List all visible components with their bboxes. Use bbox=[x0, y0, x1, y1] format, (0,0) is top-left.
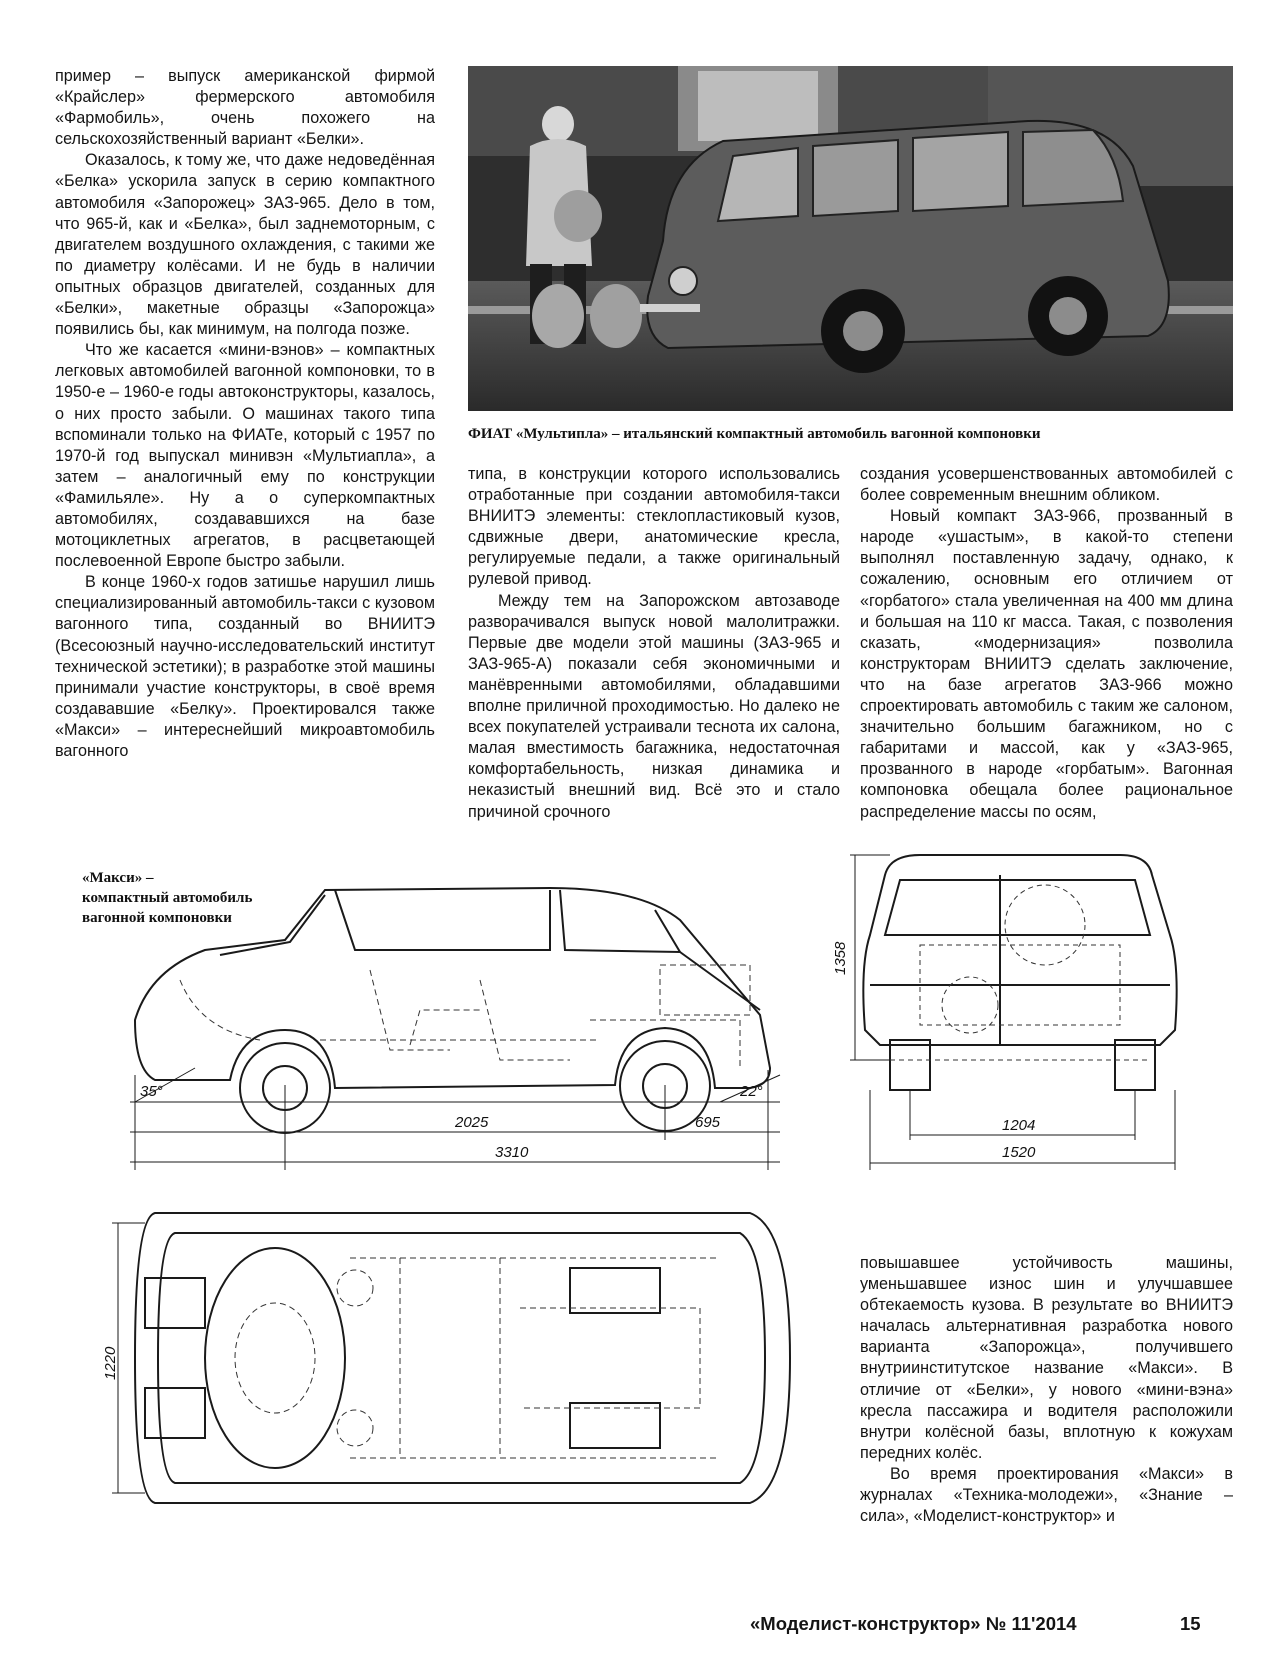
caption-line: вагонной компоновки bbox=[82, 910, 232, 926]
rear-view-drawing bbox=[830, 845, 1230, 1200]
dim-departure-angle: 22° bbox=[740, 1083, 763, 1100]
dim-wheelbase: 2025 bbox=[455, 1114, 489, 1131]
dim-width: 1520 bbox=[1002, 1144, 1036, 1161]
paragraph: Что же касается «мини-вэнов» – компактных легковых автомобилей вагонной компоновки, то в 1950-е – 1960-е годы автоконструкторы, казалось, о них просто забыли. О машинах такого типа вспоминали только на ФИАТе, который с 1957 по 1970-й год выпускал минивэн «Мультиапла», а затем – аналогичный ему по конструкции «Фамильяле». Ну а о суперкомпактных автомобилях, создававшихся на базе мотоциклетных агрегатов, в расцветающей послевоенной Европе быстро забыли. bbox=[55, 341, 435, 571]
dim-width-top: 1220 bbox=[102, 1346, 119, 1380]
paragraph: создания усовершенствованных автомобилей с более современным внешним обликом. bbox=[860, 465, 1233, 505]
dim-height: 1358 bbox=[832, 941, 849, 975]
photo-caption: ФИАТ «Мультипла» – итальянский компактный автомобиль вагонной компоновки bbox=[468, 426, 1041, 442]
paragraph: пример – выпуск американской фирмой «Крайслер» фермерского автомобиля «Фармобиль», очень похожего на сельскохозяйственный вариант «Белки». bbox=[55, 67, 435, 149]
side-view-drawing bbox=[120, 870, 820, 1195]
paragraph: Новый компакт ЗАЗ-966, прозванный в народе «ушастым», в какой-то степени выполнял поставленную задачу, однако, к сожалению, основным его отличием от «горбатого» стала увеличенная на 400 мм длина и большая на 110 кг масса. Такая, с позволения сказать, «модернизация» позволила конструкторам ВНИИТЭ сделать заключение, что на базе агрегатов ЗАЗ-966 можно спроектировать автомобиль с таким же салоном, значительно большим багажником, но с габаритами и массой, как у «ЗАЗ-965, прозванного в народе «горбатым». Вагонная компоновка обещала более рациональное распределение массы по осям, bbox=[860, 507, 1233, 821]
top-view-drawing bbox=[100, 1198, 820, 1518]
caption-line: компактный автомобиль bbox=[82, 890, 253, 906]
fiat-multipla-photo bbox=[468, 66, 1233, 411]
text-column-3 bbox=[860, 464, 1233, 823]
dim-track: 1204 bbox=[1002, 1117, 1036, 1134]
dim-approach-angle: 35° bbox=[140, 1083, 163, 1100]
footer-journal-title: «Моделист-конструктор» № 11'2014 bbox=[750, 1613, 1077, 1634]
dim-rear-overhang: 695 bbox=[695, 1114, 721, 1131]
text-column-4 bbox=[860, 1253, 1233, 1527]
text-column-1 bbox=[55, 66, 435, 762]
page-number: 15 bbox=[1180, 1613, 1201, 1634]
paragraph: повышавшее устойчивость машины, уменьшавшее износ шин и улучшавшее обтекаемость кузова. В результате во ВНИИТЭ началась альтернативная разработка нового варианта «Запорожца», получившего внутриинститутское название «Макси». В отличие от «Белки», у нового «мини-вэна» кресла пассажира и водителя расположили внутри колёсной базы, вплотную к кожухам передних колёс. bbox=[860, 1254, 1233, 1462]
paragraph: Между тем на Запорожском автозаводе разворачивался выпуск новой малолитражки. Первые две модели этой машины (ЗАЗ-965 и ЗАЗ-965-А) показали себя экономичными и манёвренными автомобилями, обладавшими вполне приличной проходимостью. Но далеко не всех покупателей устраивали теснота их салона, малая вместимость багажника, недостаточная комфортабельность, низкая динамика и неказистый внешний вид. Всё это и стало причиной срочного bbox=[468, 591, 840, 821]
caption-line: «Макси» – bbox=[82, 870, 154, 886]
paragraph: Во время проектирования «Макси» в журналах «Техника-молодежи», «Знание – сила», «Моделист-конструктор» и bbox=[860, 1464, 1233, 1526]
paragraph: типа, в конструкции которого использовались отработанные при создании автомобиля-такси ВНИИТЭ элементы: стеклопластиковый кузов, сдвижные двери, анатомические кресла, регулируемые педали, а также оригинальный рулевой привод. bbox=[468, 465, 840, 589]
dim-length: 3310 bbox=[495, 1144, 529, 1161]
paragraph: Оказалось, к тому же, что даже недоведённая «Белка» ускорила запуск в серию компактного автомобиля «Запорожец» ЗАЗ-965. Дело в том, что 965-й, как и «Белка», был заднемоторным, с двигателем воздушного охлаждения, с такими же по диаметру колёсами. И не будь в наличии опытных образцов двигателей, созданных для «Белки», макетные образцы «Запорожца» появились бы, как минимум, на полгода позже. bbox=[55, 151, 435, 339]
paragraph: В конце 1960-х годов затишье нарушил лишь специализированный автомобиль-такси с кузовом вагонного типа, созданный во ВНИИТЭ (Всесоюзный научно-исследовательский институт технической эстетики); в разработке этой машины принимали участие конструкторы, в своё время создававшие «Белку». Проектировался также «Макси» – интереснейший микроавтомобиль вагонного bbox=[55, 573, 435, 760]
text-column-2 bbox=[468, 464, 840, 823]
